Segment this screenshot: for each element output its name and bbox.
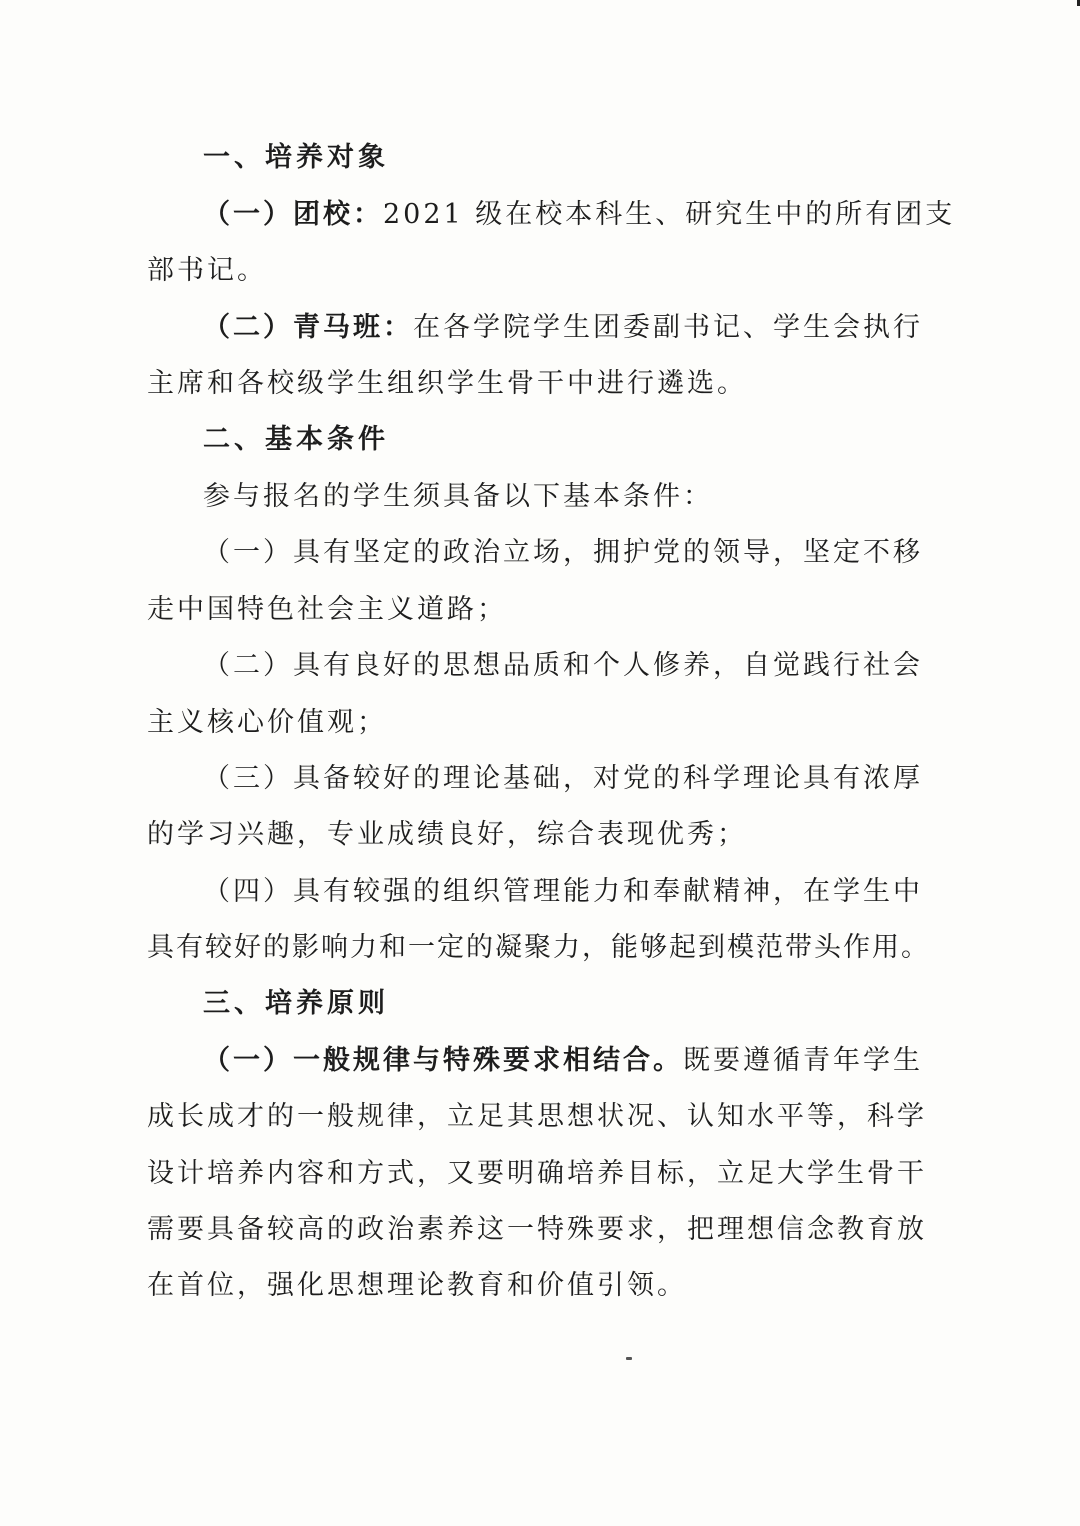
s3-p1-line5: 在首位，强化思想理论教育和价值引领。: [147, 1270, 687, 1301]
s1-item1-line1: [203, 195, 955, 235]
section-heading-2: 二、基本条件: [203, 424, 389, 455]
s1-item1-text: 2021 级在校本科生、研究生中的所有团支: [383, 199, 956, 230]
s3-p1-line4: 需要具备较高的政治素养这一特殊要求，把理想信念教育放: [147, 1214, 927, 1245]
s1-item2-line2: 主席和各校级学生组织学生骨干中进行遴选。: [147, 368, 747, 399]
s2-intro: 参与报名的学生须具备以下基本条件：: [203, 481, 713, 512]
s2-c3-line2: 的学习兴趣，专业成绩良好，综合表现优秀；: [147, 819, 747, 850]
s3-p1-line1: [203, 1041, 923, 1081]
s3-p1-text: 既要遵循青年学生: [683, 1045, 923, 1076]
s2-c2-line1: （二）具有良好的思想品质和个人修养，自觉践行社会: [203, 650, 923, 681]
s2-c4-line2: 具有较好的影响力和一定的凝聚力，能够起到模范带头作用。: [147, 932, 930, 963]
s3-p1-line3: 设计培养内容和方式，又要明确培养目标，立足大学生骨干: [147, 1158, 927, 1189]
s2-c3-line1: （三）具备较好的理论基础，对党的科学理论具有浓厚: [203, 763, 923, 794]
s1-item2-line1: [203, 308, 923, 348]
s1-item2-text: 在各学院学生团委副书记、学生会执行: [413, 312, 923, 343]
s2-c4-line1: （四）具有较强的组织管理能力和奉献精神，在学生中: [203, 876, 923, 907]
s1-item1-label: （一）团校：: [203, 199, 383, 230]
section-heading-3: 三、培养原则: [203, 988, 389, 1019]
s3-p1-line2: 成长成才的一般规律，立足其思想状况、认知水平等，科学: [147, 1101, 927, 1132]
section-heading-1: 一、培养对象: [203, 142, 389, 173]
s2-c1-line2: 走中国特色社会主义道路；: [147, 594, 507, 625]
s3-p1-label: （一）一般规律与特殊要求相结合。: [203, 1045, 683, 1076]
s1-item1-line2: 部书记。: [147, 255, 267, 286]
s2-c2-line2: 主义核心价值观；: [147, 707, 387, 738]
s2-c1-line1: （一）具有坚定的政治立场，拥护党的领导，坚定不移: [203, 537, 923, 568]
scan-speck: [626, 1357, 632, 1360]
s1-item2-label: （二）青马班：: [203, 312, 413, 343]
